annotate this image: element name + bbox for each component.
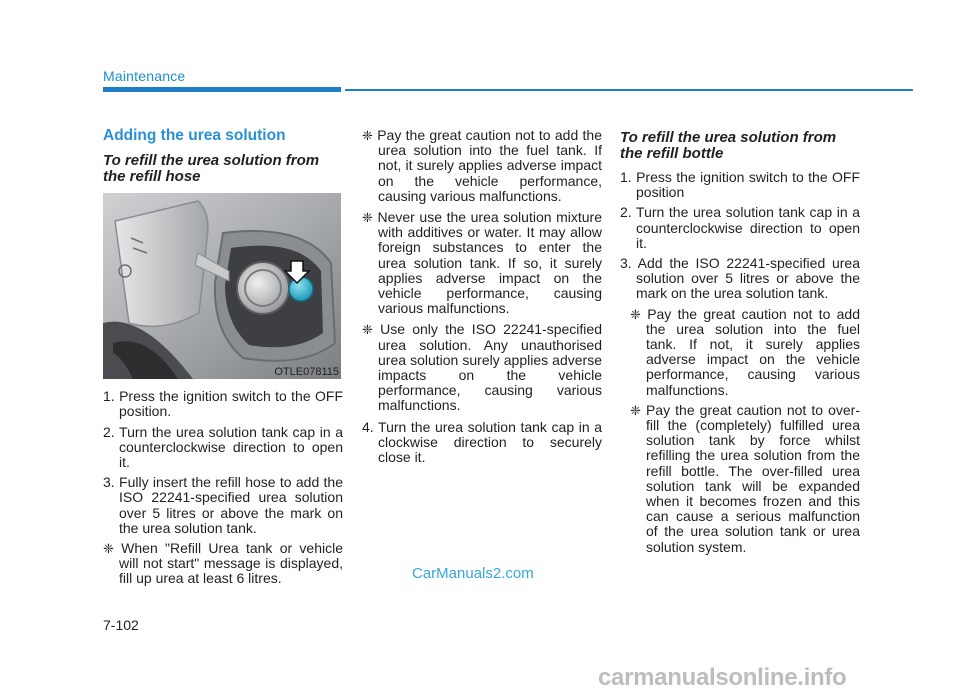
note-item: ❈ Pay the great caution not to add the urea solution into the fuel tank. If not, it surely applies adverse impact on the vehicle performance, causing various malfunctions. <box>630 305 860 398</box>
left-column <box>103 128 343 592</box>
note-item: ❈ When "Refill Urea tank or vehicle will not start" message is displayed, fill up urea at least 6 litres. <box>103 540 343 587</box>
section-header: Maintenance <box>103 68 186 84</box>
note-item: ❈ Use only the ISO 22241-specified urea solution. Any unauthorised urea solution surely applies adverse impacts on the vehicle performance, causing various malfunctions. <box>362 321 602 414</box>
middle-column <box>362 128 602 471</box>
list-item: 2. Turn the urea solution tank cap in a counterclockwise direction to open it. <box>620 204 860 251</box>
list-item: 3. Add the ISO 22241-specified urea solution over 5 litres or above the mark on the urea solution tank. <box>620 255 861 302</box>
header-rule-thin <box>345 89 913 91</box>
note-item: ❈ Pay the great caution not to over-fill the (completely) fulfilled urea solution tank by force whilst refilling the urea solution from the refill bottle. The over-filled urea solution tank will be expanded when it becomes frozen and this can cause a serious malfunction of the urea solution tank or urea solution system. <box>630 401 860 555</box>
note-mark: ❈ <box>630 306 641 322</box>
list-item: 4. Turn the urea solution tank cap in a clockwise direction to securely close it. <box>362 418 602 466</box>
refill-hose-figure <box>103 193 341 379</box>
note-item: ❈ Pay the great caution not to add the urea solution into the fuel tank. If not, it surely applies adverse impact on the vehicle performance, causing various malfunctions. <box>362 127 602 204</box>
fuel-door-illustration <box>103 193 341 379</box>
list-item: 1. Press the ignition switch to the OFF position. <box>103 388 344 420</box>
figure-code: OTLE078115 <box>274 366 339 378</box>
section-title: Adding the urea solution <box>103 127 286 144</box>
page-number: 7-102 <box>103 617 139 633</box>
watermark-carmanualsonline: carmanualsonline.info <box>598 664 847 691</box>
note-mark: ❈ <box>362 210 373 226</box>
list-item: 3. Fully insert the refill hose to add the ISO 22241-specified urea solution over 5 litres or above the mark on the urea solution tank. <box>103 474 344 536</box>
list-item: 1. Press the ignition switch to the OFF position <box>620 169 861 201</box>
note-mark: ❈ <box>630 402 641 418</box>
left-subtitle: To refill the urea solution from the refill hose <box>103 152 320 186</box>
note-mark: ❈ <box>362 128 373 143</box>
watermark-carmanuals2: CarManuals2.com <box>412 565 534 582</box>
list-item: 2. Turn the urea solution tank cap in a counterclockwise direction to open it. <box>103 423 343 471</box>
header-rule-thick <box>103 87 341 92</box>
note-mark: ❈ <box>103 541 114 557</box>
note-item: ❈ Never use the urea solution mixture with additives or water. It may allow foreign substances to enter the urea solution tank. If so, it surely applies adverse impact on the vehicle performance, causing various malfunctions. <box>362 209 603 317</box>
note-mark: ❈ <box>362 322 373 338</box>
right-column <box>620 128 860 560</box>
right-subtitle: To refill the urea solution from the refill bottle <box>620 129 837 162</box>
